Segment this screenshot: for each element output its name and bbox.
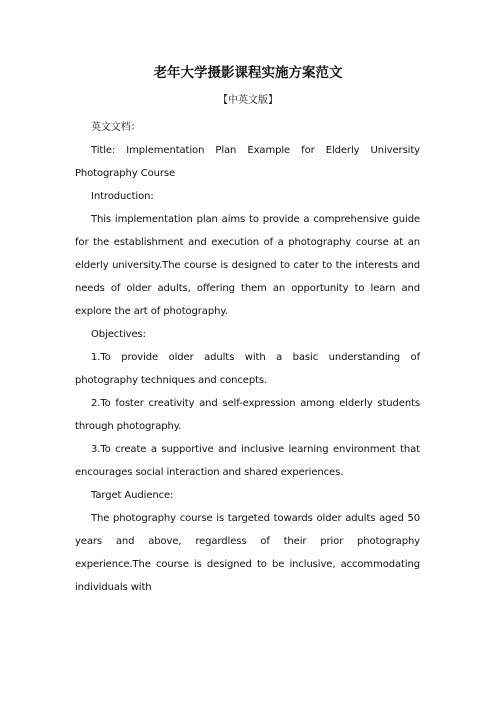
document-subtitle: 【中英文版】 <box>218 95 278 106</box>
document-title: 老年大学摄影课程实施方案范文 <box>153 65 343 81</box>
objective-item-3: 3.To create a supportive and inclusive learning environment that encourages social interaction and shared experiences. <box>75 444 420 478</box>
document-body <box>75 116 420 599</box>
paragraph-target-audience: The photography course is targeted towards older adults aged 50 years and above, regardless of their prior photography experience.The course is designed to be inclusive, accommodating individuals with <box>75 513 420 593</box>
heading-target-audience: Target Audience: <box>91 490 174 501</box>
heading-introduction: Introduction: <box>91 191 154 202</box>
document-heading-title: Title: Implementation Plan Example for Elderly University Photography Course <box>75 145 420 179</box>
paragraph-introduction: This implementation plan aims to provide a comprehensive guide for the establishment and execution of a photography course at an elderly university.The course is designed to cater to the interests and needs of older adults, offering them an opportunity to learn and explore the art of photography. <box>75 214 420 317</box>
objective-item-2: 2.To foster creativity and self-expression among elderly students through photography. <box>75 398 420 432</box>
section-label-english: 英文文档： <box>91 122 141 133</box>
heading-objectives: Objectives: <box>91 329 146 340</box>
objective-item-1: 1.To provide older adults with a basic understanding of photography techniques and concepts. <box>75 352 420 386</box>
